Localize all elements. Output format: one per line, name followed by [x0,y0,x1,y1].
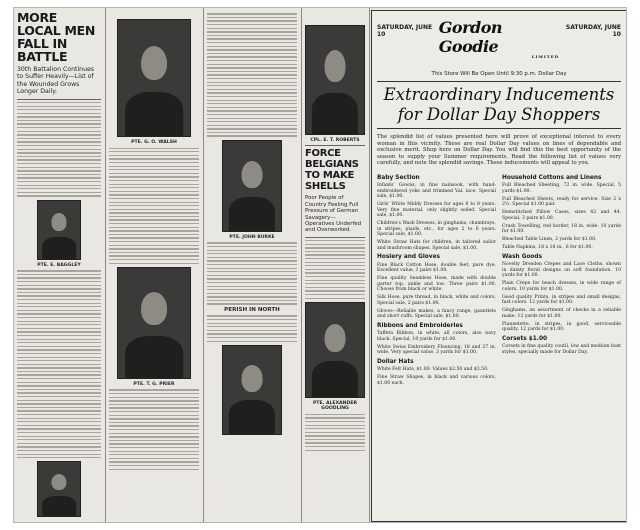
soldier-photo [222,140,282,232]
article-text-block [17,270,101,458]
soldier-photo [305,25,365,135]
photo-caption: PTE. T. G. PRIER [133,381,175,387]
ad-intro: The splendid list of values presented here will prove of exceptional interest to every woman in this vicinity. These are real Dollar Day values on lines of dependable and exclusive merit. Shop here on Dollar Day. You will find this the best opportunity of the season to supply your Summer requirements. Read the following list of values very carefully, and note the splendid savings. These inducements will appeal to you. [377,134,621,167]
ad-item: Plain Crepe for beach dresses, in wide range of colors. 10 yards for $1.00. [502,281,621,292]
divider [377,81,621,82]
dollar-day-advertisement [371,10,627,522]
ad-item: Table Napkins, 18 x 18 in., 6 for $1.00. [502,245,593,251]
soldier-photo [117,267,191,379]
news-column-1 [14,8,104,523]
divider [305,145,365,146]
headline-belgians: FORCE BELGIANS TO MAKE SHELLS [305,148,359,193]
ad-section-heading: Ribbons and Embroideries [377,322,463,329]
article-text-block [305,240,365,299]
soldier-photo [37,461,81,517]
ad-item: Fine Straw Shapes, in black and various colors, $1.00 each. [377,375,496,386]
deck-local-men: 30th Battalion Continues to Suffer Heavily—List of the Wounded Grows Longer Daily. [17,66,95,96]
ad-item: Full Bleached Sheets, ready for service. Size 2 x 2½. Special $1.00 pair. [502,196,621,208]
ad-item: Bleached Table Linen, 2 yards for $1.00. [502,237,597,243]
ad-item: Hemstitched Pillow Cases, sizes 42 and 44. Special, 3 pairs $1.00. [502,210,621,221]
store-logo [439,18,559,59]
headline-local-men: MORE LOCAL MEN FALL IN BATTLE [17,10,96,64]
article-text-block [207,13,297,136]
ad-item: Corsets in fine quality coutil, low and medium bust styles, specially made for Dollar Day. [502,344,621,355]
ad-item: Fine quality Seamless Hose, made with double garter top, ankle and toe. Three pairs $1.00. Choose from black or white. [377,276,496,293]
ad-date-right: SATURDAY, JUNE 10 [565,24,621,38]
ad-item: Flannelette, in stripes, in good, serviceable quality. 12 yards for $1.00. [502,321,621,333]
news-column-3 [204,8,300,523]
photo-caption: CPL. E. T. ROBERTS [310,138,360,143]
ad-section-heading: Baby Section [377,174,420,181]
ad-right-column [502,172,621,389]
article-text-block [207,242,297,304]
ad-left-column [377,172,496,389]
ad-section-heading: Wash Goods [502,253,543,260]
ad-item: Novelty Dresden Crepes and Lace Cloths, shown in dainty floral designs on soft foundation. 10 yards for $1.00. [502,262,621,279]
store-hours: This Store Will Be Open Until 9:30 p.m. Dollar Day [431,71,567,77]
divider [377,128,621,129]
ad-item: Good quality Prints, in stripes and small designs, fast colors. 12 yards for $1.00. [502,294,621,306]
ad-item: Infants' Gowns, in fine nainsook, with hand-embroidered yoke and trimmed Val. lace. Special sale, $1.00. [377,183,496,200]
article-text-block [109,389,199,469]
deck-belgians: Poor People of Country Feeling Full Pressure of German Savagery—Operatives Underfed and Overworked. [305,195,362,234]
ad-columns [377,172,621,389]
photo-caption: PTE. JOHN BURKE [229,234,275,240]
article-text-block [207,315,297,341]
ad-item: Children's Wash Dresses, in ginghams, chambrays, in stripes, plaids, etc., for ages 2 to 6 years. Special sale, $1.00. [377,221,496,238]
ad-section-heading: Hosiery and Gloves [377,254,440,261]
ad-item: White Felt Hats, $1.00. Values $2.50 and $3.50. [377,367,489,373]
ad-item: Full Bleached Sheeting, 72 in. wide. Special, 5 yards $1.00. [502,183,621,194]
ad-item: Fine Black Cotton Hose, double feet, pure dye. Excellent value, 3 pairs $1.00. [377,262,496,274]
ad-item: White Straw Hats for children, in tailored sailor and mushroom shapes. Special sale, $1.00. [377,240,496,251]
store-logo-text: Gordon Goodie [438,18,503,56]
ad-item: Ginghams, an assortment of checks in a reliable make. 12 yards for $1.00. [502,308,621,319]
news-column-4 [302,8,368,523]
article-text-block [109,148,199,264]
section-heading: PERISH IN NORTH [224,306,280,313]
article-text-block [17,102,101,197]
ad-item: Silk Hose, pure thread, in black, white and colors. Special sale, 2 pairs $1.00. [377,295,496,306]
divider [305,237,365,238]
ad-item: Gloves—Reliable makes, a fancy range, gauntlets and short cuffs. Special sale, $1.00. [377,308,496,320]
ad-section-heading: Dollar Hats [377,358,414,365]
ad-header [377,18,621,65]
photo-caption: PTE. G. O. WALSH [131,140,177,145]
ad-date-left: SATURDAY, JUNE 10 [377,24,433,38]
news-column-2 [106,8,202,523]
ad-section-heading: Household Cottons and Linens [502,174,602,181]
soldier-photo [305,302,365,398]
newspaper-page [13,7,627,523]
ad-title: Extraordinary Inducements for Dollar Day Shoppers [383,85,615,124]
soldier-photo [37,200,81,260]
ad-item: Girls' White Middy Dresses for ages 6 to 8 years. Very fine material, only slightly soiled. Special sale, $1.00. [377,202,496,219]
article-text-block [305,414,365,451]
column-rule [369,8,370,523]
photo-caption: PTE. E. BAGGLEY [37,262,81,268]
soldier-photo [222,345,282,435]
divider [17,99,101,100]
ad-item: White Swiss Embroidery Flouncing, 18 and 27 in. wide. Very special value, 3 yards for $1.00. [377,344,496,356]
soldier-photo [117,19,191,137]
ad-item: Crash Towelling, red border, 18 in. wide. 10 yards for $1.00. [502,223,621,235]
photo-caption: PTE. ALEXANDER GOODLING [312,400,358,412]
store-logo-sub: LIMITED [531,54,560,59]
ad-item: Taffeta Ribbon, in white, all colors, also navy black. Special, 10 yards for $1.00. [377,331,496,342]
ad-section-heading: Corsets $1.00 [502,335,548,342]
